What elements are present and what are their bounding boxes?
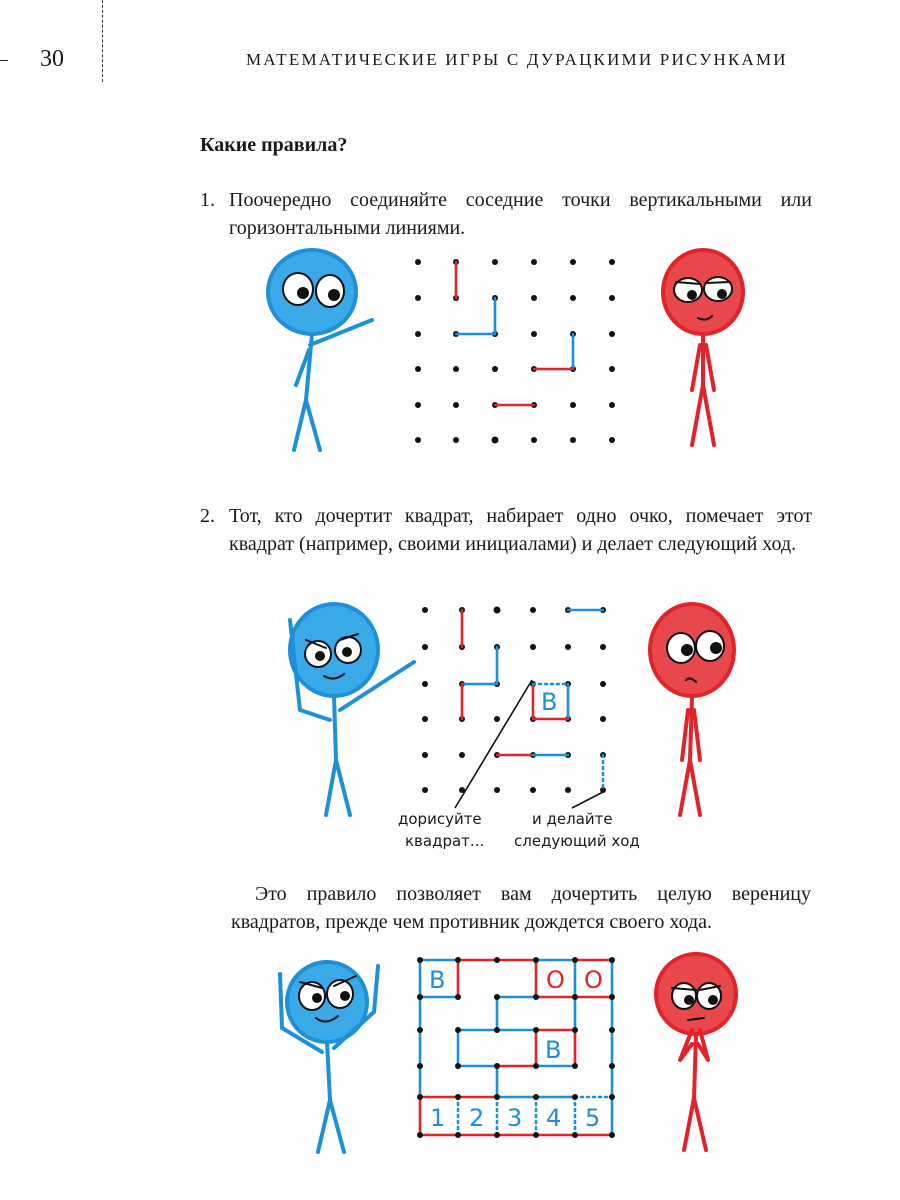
top-box-letter-left: B (429, 966, 446, 994)
figure-3 (280, 954, 736, 1152)
section-heading: Какие правила? (200, 134, 348, 156)
rule-number: 2. (200, 505, 215, 527)
figure-1 (268, 250, 743, 450)
caption-left-line1: дорисуйте (398, 810, 482, 828)
top-box-letter-mid: O (546, 966, 565, 994)
caption-right-line2: следующий ход (514, 832, 640, 850)
dot-grid (422, 607, 606, 794)
red-player-figure (663, 250, 743, 445)
blue-player-figure (290, 604, 414, 815)
caption-pointers (455, 680, 603, 808)
rule-number: 1. (200, 189, 215, 211)
bottom-box-number: 2 (469, 1104, 485, 1132)
caption-left-line2: квадрат... (405, 832, 485, 850)
bottom-box-number: 4 (546, 1104, 562, 1132)
drawn-lines (456, 262, 573, 405)
bottom-box-number: 1 (430, 1104, 446, 1132)
blue-player-figure (268, 250, 372, 450)
caption-right-line1: и делайте (532, 810, 613, 828)
blue-player-figure (280, 962, 378, 1152)
bottom-box-number: 5 (585, 1104, 601, 1132)
rule-text: Тот, кто дочертит квадрат, набирает одно очко, помечает этот квадрат (например, своими инициалами) и делает следующий ход. (229, 505, 812, 555)
dot-grid (415, 259, 615, 444)
bottom-box-number: 3 (507, 1104, 523, 1132)
top-box-letter-right: O (584, 966, 603, 994)
red-player-figure (656, 954, 736, 1150)
middle-box-letter: B (545, 1036, 562, 1064)
rule-text: Поочередно соединяйте соседние точки вертикальными или горизонтальными линиями. (229, 189, 812, 239)
box-letter: B (541, 688, 558, 716)
figure-2 (290, 604, 734, 850)
running-title: МАТЕМАТИЧЕСКИЕ ИГРЫ С ДУРАЦКИМИ РИСУНКАМИ (246, 50, 788, 69)
page-number: 30 (40, 46, 64, 72)
drawn-lines (462, 610, 603, 790)
red-player-figure (650, 604, 734, 815)
body-paragraph: Это правило позволяет вам дочертить целую вереницу квадратов, прежде чем противник дождется своего хода. (231, 883, 811, 933)
